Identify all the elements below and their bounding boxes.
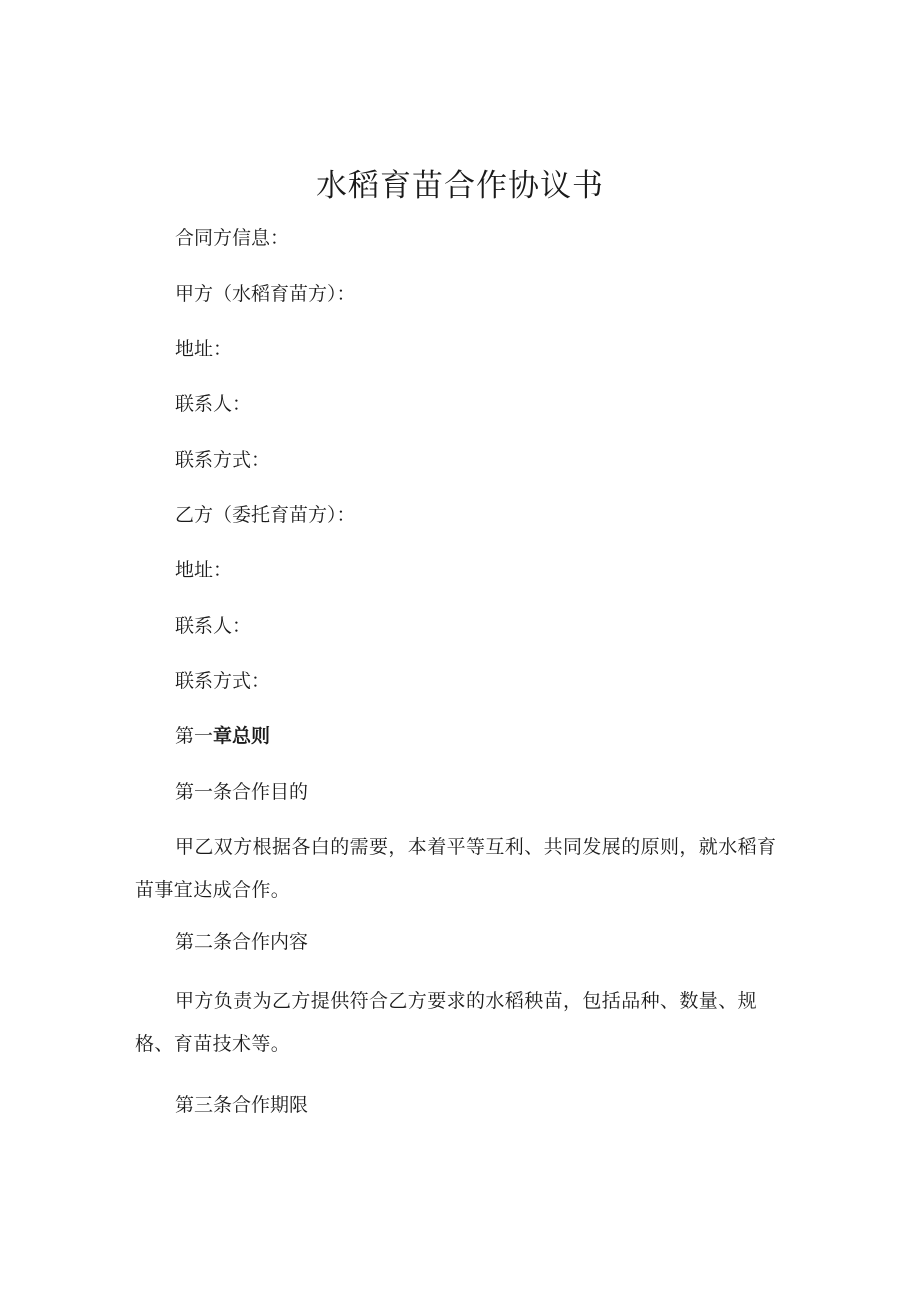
party-b-address: 地址： xyxy=(175,559,233,581)
party-a-label: 甲方（水稻育苗方）： xyxy=(175,283,356,305)
parties-heading: 合同方信息： xyxy=(175,227,290,249)
party-a-phone: 联系方式： xyxy=(175,449,271,471)
article-2-body: 甲方负责为乙方提供符合乙方要求的水稻秧苗，包括品种、数量、规格、育苗技术等。 xyxy=(135,990,758,1055)
article-3-heading: 第三条合作期限 xyxy=(175,1094,309,1116)
party-b-phone: 联系方式： xyxy=(175,670,271,692)
article-1-heading: 第一条合作目的 xyxy=(175,781,309,803)
document-title: 水稻育苗合作协议书 xyxy=(316,168,604,204)
party-b-label: 乙方（委托育苗方）： xyxy=(175,504,356,526)
chapter-1-prefix: 第一 xyxy=(175,725,214,747)
article-2-heading: 第二条合作内容 xyxy=(175,931,309,953)
article-1-body: 甲乙双方根据各白的需要，本着平等互利、共同发展的原则，就水稻育苗事宜达成合作。 xyxy=(135,836,777,901)
party-a-address: 地址： xyxy=(175,338,233,360)
party-b-contact: 联系人： xyxy=(175,615,252,637)
chapter-1-heading xyxy=(175,723,270,749)
chapter-1-title: 章总则 xyxy=(213,725,271,747)
party-a-contact: 联系人： xyxy=(175,393,252,415)
